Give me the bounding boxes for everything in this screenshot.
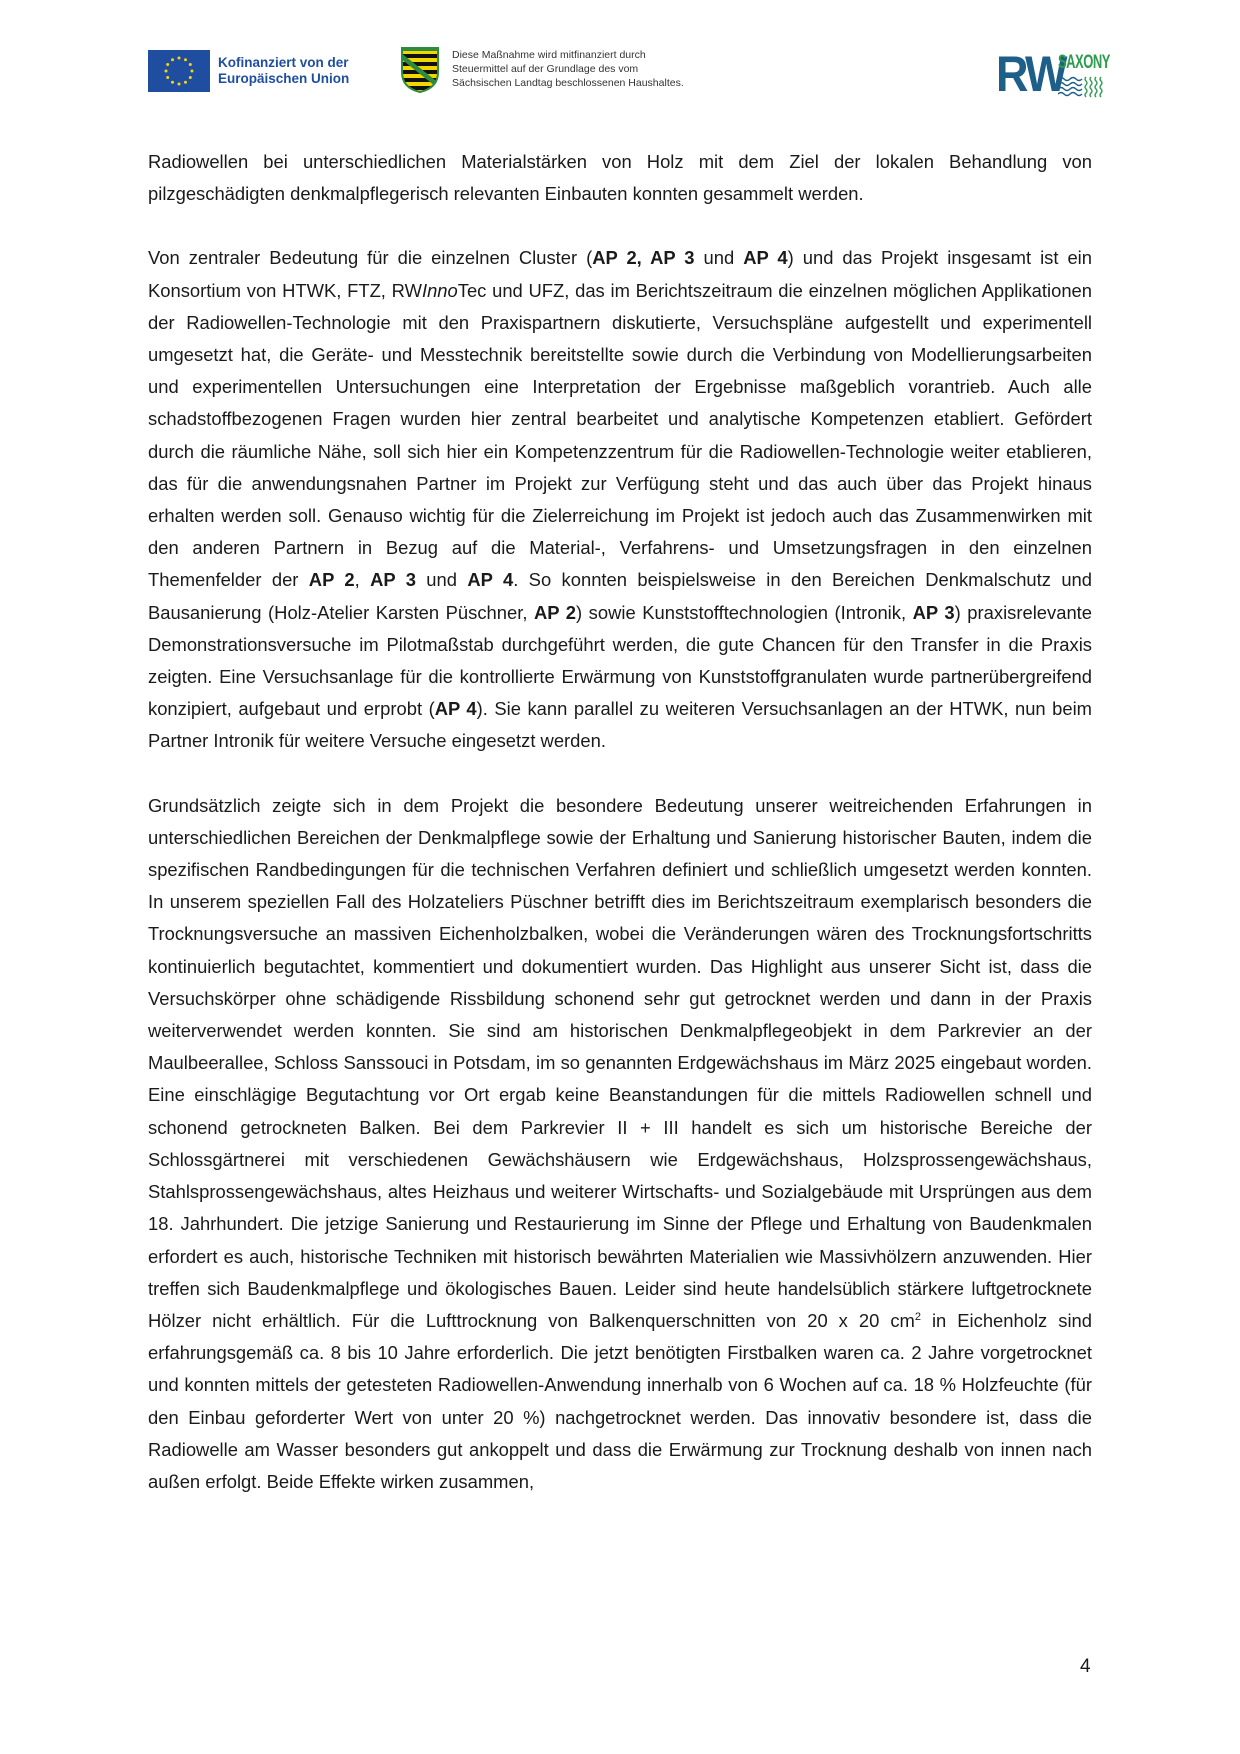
bold-ref-ap: AP 3 — [370, 569, 416, 591]
bold-ref-ap: AP 2, AP 3 — [592, 247, 695, 269]
saxony-text-line-3: Sächsischen Landtag beschlossenen Haushaltes. — [452, 77, 684, 89]
page-header — [148, 44, 1110, 104]
text-run: Tec und UFZ, das im Berichtszeitraum die einzelnen möglichen Applikationen der Radiowellen-Technologie mit den Praxispartnern diskutierte, Versuchspläne aufgestellt und experimentell umgesetzt hat, die Geräte- und Messtechnik bereitstellte sowie durch die Verbindung von Modellierungsarbeiten und experimentellen Untersuchungen eine Interpretation der Ergebnisse maßgeblich vorantrieb. Auch alle schadstoffbezogenen Fragen wurden hier zentral bearbeitet und analytische Kompetenzen etabliert. Gefördert durch die räumliche Nähe, soll sich hier ein Kompetenzzentrum für die Radiowellen-Technologie weiter etablieren, das für die anwendungsnahen Partner im Projekt zur Verfügung steht und das auch über das Projekt hinaus erhalten werden soll. Genauso wichtig für die Zielerreichung im Projekt ist jedoch auch das Zusammenwirken mit den anderen Partnern in Bezug auf die Material-, Verfahrens- und Umsetzungsfragen in den einzelnen Themenfelder der — [148, 279, 1092, 591]
bold-ref-ap: AP 4 — [467, 569, 514, 591]
eu-text-line-2: Europäischen Union — [218, 71, 350, 86]
text-run: ). Sie kann parallel zu weiteren Versuchsanlagen an der HTWK, nun beim Partner Intronik für weitere Versuche eingesetzt werden. — [148, 698, 1093, 752]
bold-ref-ap: AP 4 — [743, 247, 788, 269]
eu-flag-icon — [148, 50, 210, 92]
paragraph-2 — [148, 242, 1092, 757]
saxony-funding-logo — [400, 46, 684, 94]
superscript: 2 — [914, 1310, 921, 1323]
document-body — [148, 146, 1092, 1498]
text-run: , — [354, 569, 371, 591]
eu-text-line-1: Kofinanziert von der — [218, 55, 349, 70]
text-run: in Eichenholz sind erfahrungsgemäß ca. 8 bis 10 Jahre erforderlich. Die jetzt benötigten Firstbalken waren ca. 2 Jahre vorgetrocknet und konnten mittels der getesteten Radiowellen-Anwendung innerhalb von 6 Wochen auf ca. 18 % Holzfeuchte (für den Einbau geforderter Wert von unter 20 %) nachgetrocknet werden. Das innovativ besondere ist, dass die Radiowelle am Wasser besonders gut ankoppelt und dass die Erwärmung zur Trocknung deshalb von innen nach außen erfolgt. Beide Effekte wirken zusammen, — [148, 1309, 1092, 1492]
text-run: Grundsätzlich zeigte sich in dem Projekt die besondere Bedeutung unserer weitreichenden Erfahrungen in unterschiedlichen Bereichen der Denkmalpflege sowie der Erhaltung und Sanierung historischer Bauten, indem die spezifischen Randbedingungen für die technischen Verfahren definiert und schließlich umgesetzt werden konnten. In unserem speziellen Fall des Holzateliers Püschner betrifft dies im Berichtszeitraum exemplarisch besonders die Trocknungsversuche an massiven Eichenholzbalken, wobei die Veränderungen wären des Trocknungsfortschritts kontinuierlich begutachtet, kommentiert und dokumentiert wurden. Das Highlight aus unserer Sicht ist, dass die Versuchskörper ohne schädigende Rissbildung schonend sehr gut getrocknet werden und dann in der Praxis weiterverwendet werden konnten. Sie sind am historischen Denkmalpflegeobjekt in dem Parkrevier an der Maulbeerallee, Schloss Sanssouci in Potsdam, im so genannten Erdgewächshaus im März 2025 eingebaut worden. Eine einschlägige Begutachtung vor Ort ergab keine Beanstandungen für die mittels Radiowellen schnell und schonend getrockneten Balken. Bei dem Parkrevier II + III handelt es sich um historische Bereiche der Schlossgärtnerei mit verschiedenen Gewächshäusern wie Erdgewächshaus, Holzsprossengewächshaus, Stahlsprossengewächshaus, altes Heizhaus und weiterer Wirtschafts- und Sozialgebäude mit Ursprüngen aus dem 18. Jahrhundert. Die jetzige Sanierung und Restaurierung im Sinne der Pflege und Erhaltung von Baudenkmalen erfordert es auch, historische Techniken mit historisch bewährten Materialien wie Massivhölzern anzuwenden. Hier treffen sich Baudenkmalpflege und ökologisches Bauen. Leider sind heute handelsüblich stärkere luftgetrocknete Hölzer nicht erhältlich. Für die Lufttrocknung von Balkenquerschnitten von 20 x 20 cm — [148, 794, 1092, 1331]
eu-funding-logo — [148, 50, 349, 92]
saxony-text-line-1: Diese Maßnahme wird mitfinanziert durch — [452, 49, 646, 61]
text-run: ) praxisrelevante Demonstrationsversuche im Pilotmaßstab durchgeführt werden, die gute Chancen für den Transfer in die Praxis zeigten. Eine Versuchsanlage für die kontrollierte Erwärmung von Kunststoffgranulaten wurde partnerübergreifend konzipiert, aufgebaut und erprobt ( — [148, 601, 1093, 720]
text-run: und — [415, 569, 468, 591]
page-number: 4 — [1080, 1656, 1091, 1677]
bold-ref-ap: AP 2 — [308, 569, 355, 591]
rw-logo-sub: SAXONY — [1058, 50, 1110, 73]
paragraph-1 — [148, 146, 1092, 210]
eu-funding-text — [218, 55, 349, 87]
text-run: ) und das Projekt insgesamt ist ein Konsortium von HTWK, FTZ, RW — [148, 247, 1092, 301]
bold-ref-ap: AP 3 — [912, 601, 955, 623]
saxony-text-line-2: Steuermittel auf der Grundlage des vom — [452, 63, 639, 75]
text-run: ) sowie Kunststofftechnologien (Intronik, — [576, 601, 913, 623]
saxony-coat-of-arms-icon — [400, 46, 440, 94]
bold-ref-ap: AP 4 — [434, 698, 477, 720]
waves-icon — [1058, 76, 1104, 98]
rw-saxony-logo — [996, 46, 1110, 102]
bold-ref-ap: AP 2 — [534, 601, 577, 623]
saxony-funding-text — [452, 46, 684, 90]
text-run: Von zentraler Bedeutung für die einzelnen Cluster ( — [148, 247, 593, 269]
rw-logo-main: RW — [996, 46, 1065, 102]
paragraph-3 — [148, 790, 1092, 1498]
text-run: und — [694, 247, 744, 269]
text-run: . So konnten beispielsweise in den Bereichen Denkmalschutz und Bausanierung (Holz-Atelier Karsten Püschner, — [148, 569, 1093, 623]
italic-run: Inno — [421, 279, 458, 301]
text-run: Radiowellen bei unterschiedlichen Materialstärken von Holz mit dem Ziel der lokalen Behandlung von pilzgeschädigten denkmalpflegerisch relevanten Einbauten konnten gesammelt werden. — [148, 151, 1092, 205]
